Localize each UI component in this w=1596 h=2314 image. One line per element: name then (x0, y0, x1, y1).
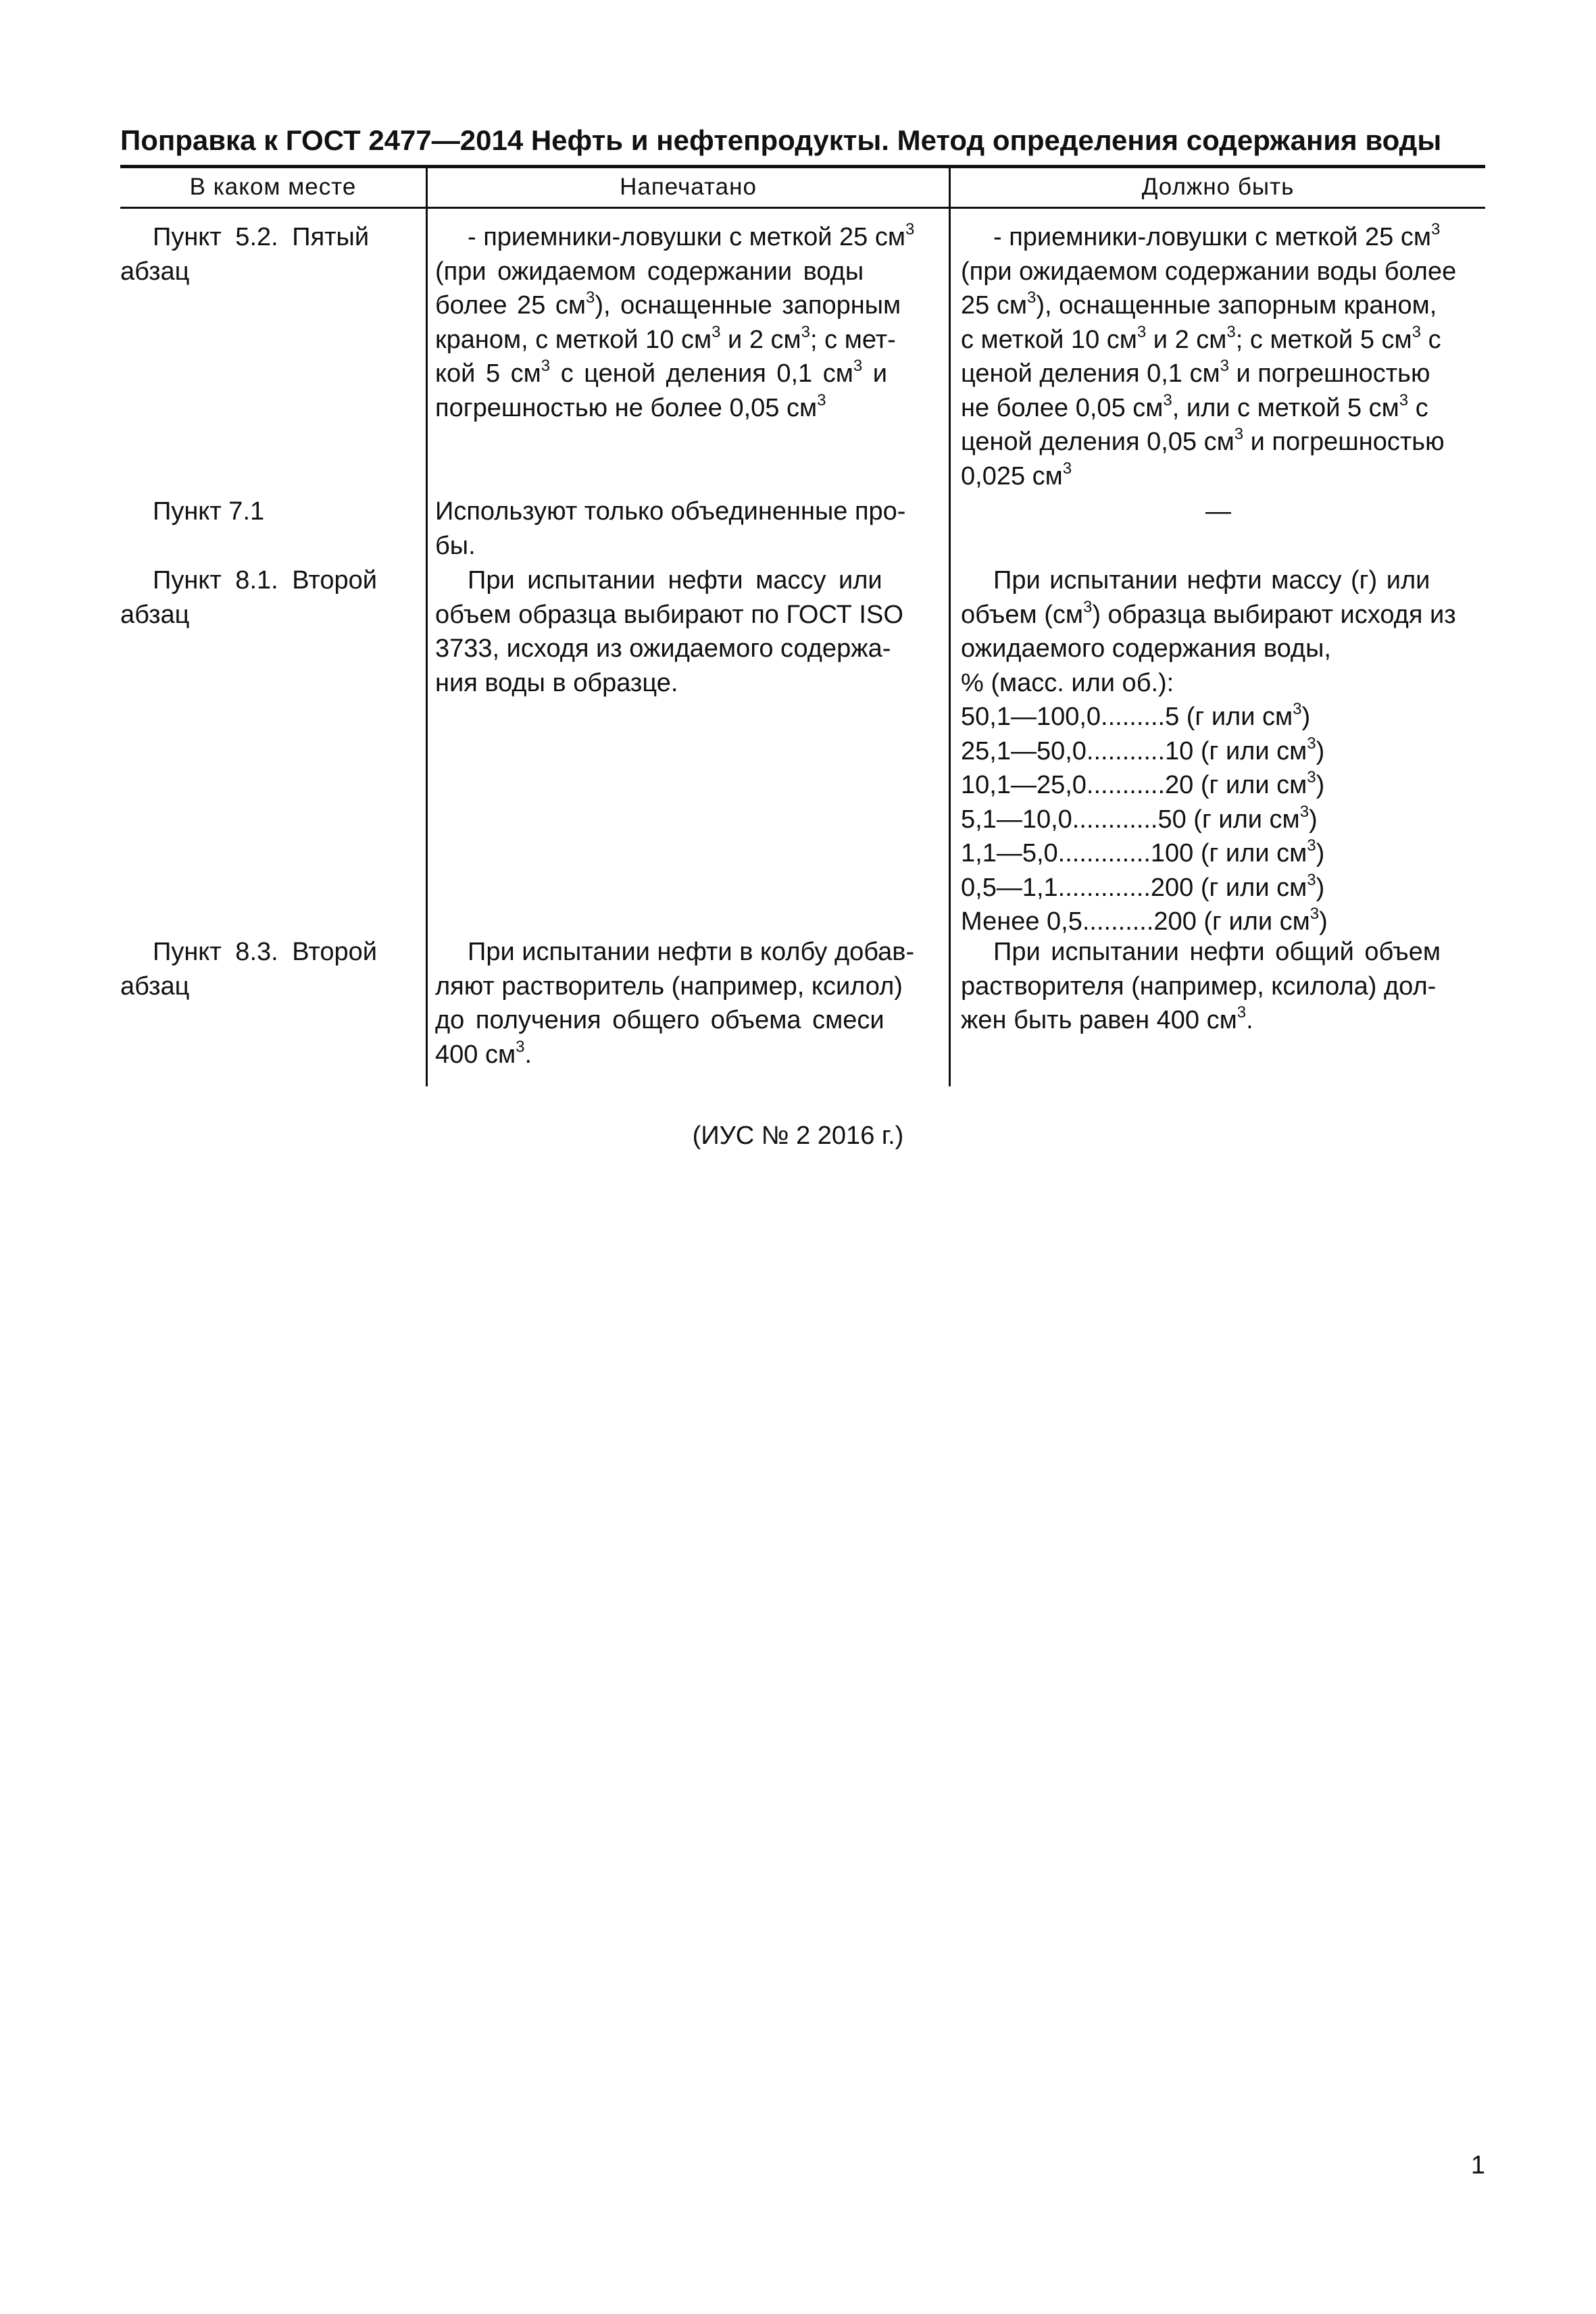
column-divider-2 (949, 165, 951, 1086)
row2-printed (435, 495, 935, 563)
row3-should-range4: 5,1—10,0............50 (г или $см^3$) (961, 802, 1318, 834)
row1-should-line3: 25 $см^3$), оснащенные запорным краном, (961, 288, 1437, 320)
page-title: Поправка к ГОСТ 2477—2014 Нефть и нефтепродукты. Метод определения содержания воды (120, 124, 1442, 156)
row1-should-line4: с меткой 10 $см^3$ и 2 $см^3$; с меткой 5 $см^3$ с (961, 322, 1441, 354)
row2-should-be (961, 495, 1476, 529)
row1-printed-line6: погрешностью не более 0,05 $см^3$ (435, 391, 826, 422)
row1-printed (435, 220, 935, 425)
row1-should-line2: (при ожидаемом содержании воды более (961, 257, 1457, 286)
row3-should-range7: Менее 0,5..........200 (г или $см^3$) (961, 905, 1328, 936)
header-place: В каком месте (189, 174, 357, 200)
row1-should-line6: не более 0,05 $см^3$, или с меткой 5 $см^3$ с (961, 391, 1428, 422)
row2-printed-line1: Используют только объединенные про- (435, 497, 906, 526)
row2-printed-line2: бы. (435, 531, 476, 560)
row4-place-line1: Пункт 8.3. Второй (153, 938, 377, 966)
row4-should-be (961, 935, 1476, 1038)
source-note: (ИУС № 2 2016 г.) (692, 1122, 904, 1150)
row4-place (120, 935, 411, 1003)
row3-printed-line3: 3733, исходя из ожидаемого содержа- (435, 634, 891, 663)
row1-printed-line2: (при ожидаемом содержании воды (435, 257, 864, 286)
row3-should-line1: При испытании нефти массу (г) или (993, 566, 1430, 595)
row1-should-be (961, 220, 1476, 493)
row3-should-range6: 0,5—1,1.............200 (г или $см^3$) (961, 870, 1325, 902)
column-divider-1 (426, 165, 428, 1086)
row3-printed-line4: ния воды в образце. (435, 668, 678, 697)
row1-printed-line4: краном, с меткой 10 $см^3$ и 2 $см^3$; с мет- (435, 322, 896, 354)
row3-printed-line1: При испытании нефти массу или (468, 566, 882, 595)
page-number: 1 (1470, 2151, 1485, 2180)
row3-should-line3: ожидаемого содержания воды, (961, 634, 1331, 663)
row4-printed-line2: ляют растворитель (например, ксилол) (435, 972, 903, 1001)
corrections-table (120, 165, 1485, 1086)
row2-place (120, 495, 411, 529)
row2-should-dash: — (1205, 497, 1231, 526)
row1-should-line1: - приемники-ловушки с меткой 25 $см^3$ (993, 220, 1441, 251)
row1-printed-line1: - приемники-ловушки с меткой 25 $см^3$ (468, 220, 915, 251)
header-should-be: Должно быть (1141, 174, 1295, 200)
row4-should-line3: жен быть равен 400 $см^3$. (961, 1003, 1253, 1034)
row1-place-line1: Пункт 5.2. Пятый (153, 223, 370, 251)
table-top-rule (120, 165, 1485, 168)
table-header-rule (120, 207, 1485, 209)
row3-place-line1: Пункт 8.1. Второй (153, 566, 377, 595)
row3-should-line2: объем $(см^3)$ образца выбирают исходя из (961, 597, 1456, 629)
row3-should-range2: 25,1—50,0...........10 (г или $см^3$) (961, 734, 1325, 765)
row3-place-line2: абзац (120, 600, 190, 629)
row4-printed (435, 935, 935, 1072)
row1-place (120, 220, 411, 288)
row3-should-range1: 50,1—100,0.........5 (г или $см^3$) (961, 700, 1311, 731)
row1-should-line8: 0,025 $см^3$ (961, 459, 1072, 491)
row1-printed-line3: более 25 $см^3$), оснащенные запорным (435, 288, 901, 320)
row1-should-line5: ценой деления 0,1 $см^3$ и погрешностью (961, 357, 1430, 388)
row3-should-range5: 1,1—5,0.............100 (г или $см^3$) (961, 836, 1325, 867)
row4-should-line2: растворителя (например, ксилола) дол- (961, 972, 1437, 1001)
row4-should-line1: При испытании нефти общий объем (993, 938, 1441, 966)
row2-place-line1: Пункт 7.1 (153, 497, 265, 526)
row4-printed-line4: 400 $см^3$. (435, 1037, 532, 1069)
row3-printed-line2: объем образца выбирают по ГОСТ ISO (435, 600, 903, 629)
row3-printed (435, 563, 935, 700)
row1-printed-line5: кой 5 $см^3$ с ценой деления 0,1 $см^3$ и (435, 357, 888, 388)
row4-printed-line1: При испытании нефти в колбу добав- (468, 938, 915, 966)
row3-place (120, 563, 411, 632)
row1-should-line7: ценой деления 0,05 $см^3$ и погрешностью (961, 425, 1445, 456)
row4-place-line2: абзац (120, 972, 190, 1001)
row1-place-line2: абзац (120, 257, 190, 286)
row3-should-line4: % (масс. или об.): (961, 668, 1174, 697)
row3-should-be (961, 563, 1476, 939)
row3-should-range3: 10,1—25,0...........20 (г или $см^3$) (961, 768, 1325, 799)
header-printed: Напечатано (620, 174, 757, 200)
row4-printed-line3: до получения общего объема смеси (435, 1006, 884, 1034)
